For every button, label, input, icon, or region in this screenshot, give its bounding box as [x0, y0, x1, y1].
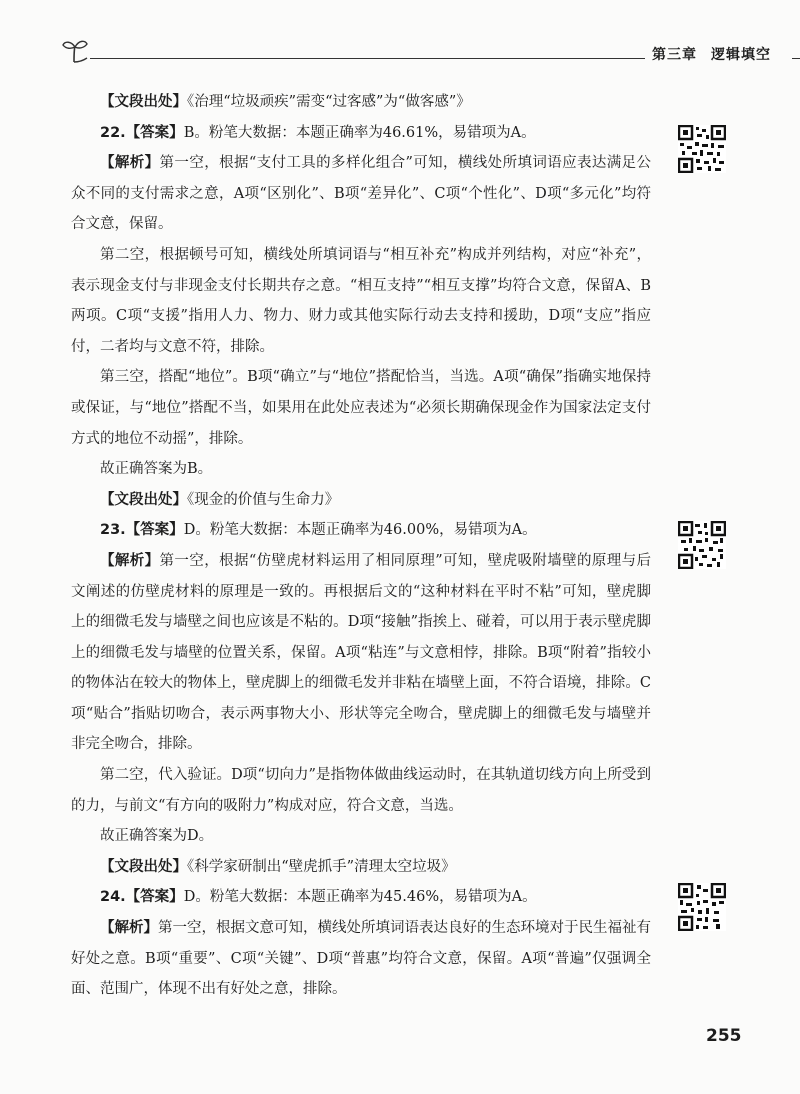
- para-text: D。粉笔大数据：本题正确率为45.46%，易错项为A。: [183, 889, 537, 906]
- header-rule: [90, 58, 645, 59]
- sprout-icon: [60, 38, 90, 64]
- analysis-22-blank2: [71, 240, 651, 362]
- tag-label: 23.【答案】: [100, 522, 184, 539]
- para-text: 第二空，代入验证。D项“切向力”是指物体做曲线运动时，在其轨道切线方向上所受到的力，与前文“有方向的吸附力”构成对应，符合文意，当选。: [71, 767, 651, 814]
- conclusion-23: [71, 821, 651, 852]
- tag-label: 24.【答案】: [100, 889, 184, 906]
- header-rule-tail: [792, 58, 800, 59]
- para-text: 第三空，搭配“地位”。B项“确立”与“地位”搭配恰当，当选。A项“确保”指确实地保持或保证，与“地位”搭配不当，如果用在此处应表述为“必须长期确保现金作为国家法定支付方式的地位不动摇”，排除。: [71, 369, 651, 447]
- para-text: B。粉笔大数据：本题正确率为46.61%，易错项为A。: [183, 124, 536, 141]
- tag-label: 【文段出处】: [100, 858, 187, 875]
- para-text: 《现金的价值与生命力》: [187, 491, 340, 508]
- analysis-22: [71, 148, 651, 240]
- page-body: [71, 87, 651, 1005]
- page-header: [60, 38, 790, 68]
- tag-label: 22.【答案】: [100, 124, 184, 141]
- para-text: 第一空，根据“仿壁虎材料运用了相同原理”可知，壁虎吸附墙壁的原理与后文阐述的仿壁虎材料的原理是一致的。再根据后文的“这种材料在平时不粘”可知，壁虎脚上的细微毛发与墙壁之间也应该是不粘的。D项“接触”指挨上、碰着，可以用于表示壁虎脚上的细微毛发与墙壁的位置关系，保留。A项“粘连”与文意相悖，排除。B项“附着”指较小的物体沾在较大的物体上，壁虎脚上的细微毛发并非粘在墙壁上面，不符合语境，排除。C项“贴合”指贴切吻合，表示两事物大小、形状等完全吻合，壁虎脚上的细微毛发与墙壁并非完全吻合，排除。: [71, 552, 652, 753]
- qr-code-icon[interactable]: [678, 883, 726, 931]
- answer-24: [71, 882, 651, 913]
- chapter-number: 第三章: [652, 47, 697, 63]
- para-text: 第一空，根据“支付工具的多样化组合”可知，横线处所填词语应表达满足公众不同的支付需求之意，A项“区别化”、B项“差异化”、C项“个性化”、D项“多元化”均符合文意，保留。: [71, 155, 652, 233]
- qr-code-icon[interactable]: [678, 125, 726, 173]
- para-text: 第一空，根据文意可知，横线处所填词语表达良好的生态环境对于民生福祉有好处之意。B项“重要”、C项“关键”、D项“普惠”均符合文意，保留。A项“普遍”仅强调全面、范围广，体现不出有好处之意，排除。: [71, 920, 651, 998]
- source-22: [71, 87, 651, 118]
- source-24: [71, 852, 651, 883]
- para-text: 故正确答案为D。: [100, 828, 214, 845]
- page-number: 255: [706, 1026, 742, 1046]
- section-title: 逻辑填空: [711, 47, 771, 63]
- para-text: 第二空，根据顿号可知，横线处所填词语与“相互补充”构成并列结构，对应“补充”，表示现金支付与非现金支付长期共存之意。“相互支持”“相互支撑”均符合文意，保留A、B两项。C项“支援”指用人力、物力、财力或其他实际行动去支持和援助，D项“支应”指应付，二者均与文意不符，排除。: [71, 246, 651, 355]
- tag-label: 【解析】: [100, 155, 160, 172]
- conclusion-22: [71, 454, 651, 485]
- analysis-24: [71, 913, 651, 1005]
- tag-label: 【文段出处】: [100, 491, 187, 508]
- tag-label: 【解析】: [100, 920, 158, 937]
- answer-23: [71, 515, 651, 546]
- source-23: [71, 485, 651, 516]
- para-text: 《科学家研制出“壁虎抓手”清理太空垃圾》: [187, 858, 456, 875]
- para-text: 故正确答案为B。: [100, 461, 213, 478]
- answer-22: [71, 118, 651, 149]
- tag-label: 【文段出处】: [100, 94, 187, 110]
- analysis-23: [71, 546, 651, 760]
- tag-label: 【解析】: [100, 552, 160, 569]
- para-text: 《治理“垃圾顽疾”需变“过客感”为“做客感”》: [187, 94, 471, 110]
- para-text: D。粉笔大数据：本题正确率为46.00%，易错项为A。: [183, 522, 537, 539]
- analysis-22-blank3: [71, 362, 651, 454]
- chapter-title: [652, 44, 771, 64]
- analysis-23-blank2: [71, 760, 651, 821]
- qr-code-icon[interactable]: [678, 521, 726, 569]
